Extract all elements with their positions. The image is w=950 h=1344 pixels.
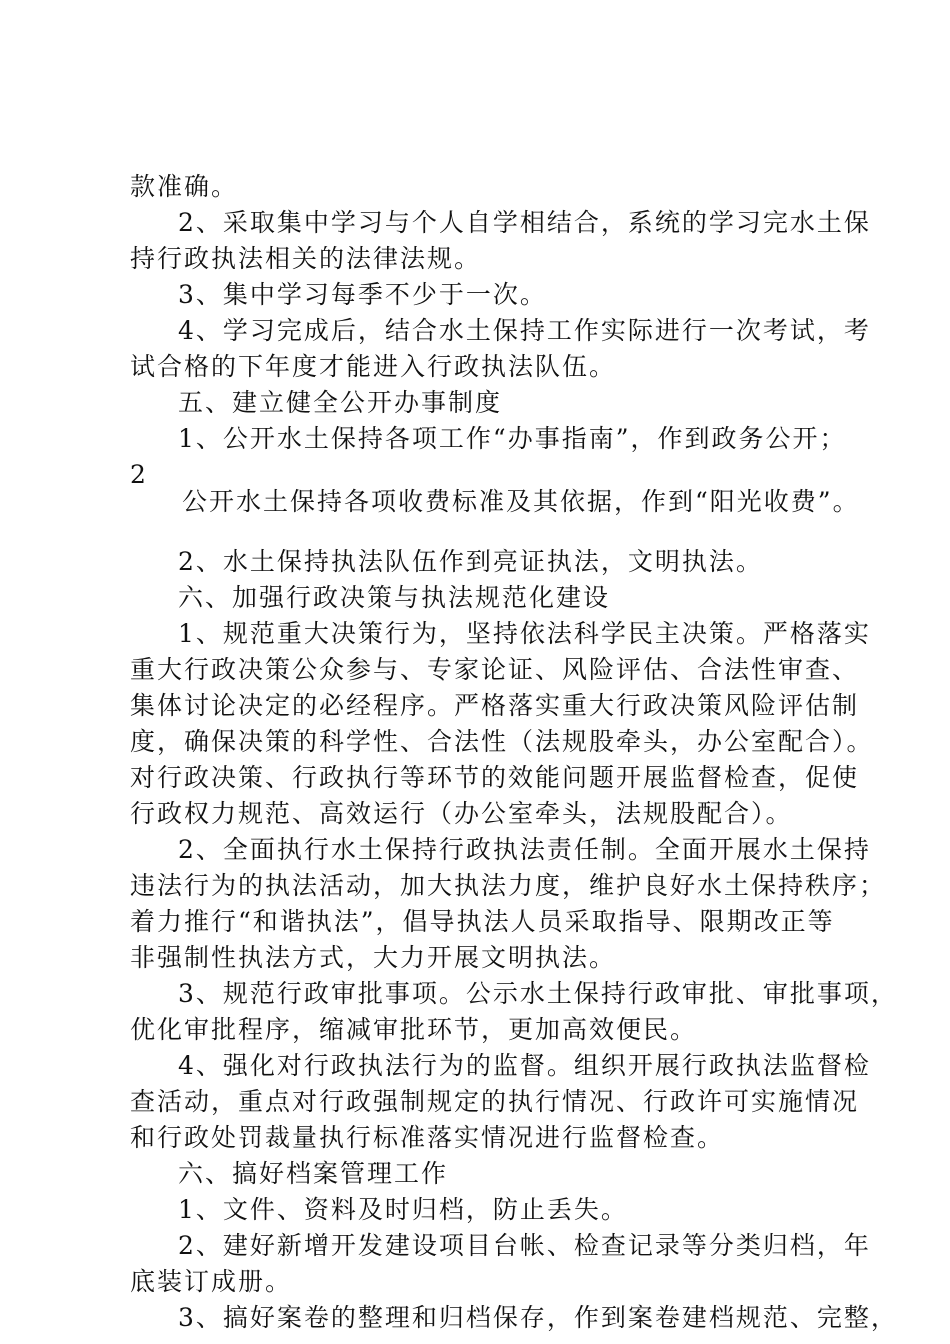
text-line: 度，确保决策的科学性、合法性（法规股牵头，办公室配合）。 (130, 727, 874, 756)
text-line: 2、水土保持执法队伍作到亮证执法，文明执法。 (178, 547, 763, 576)
text-line: 违法行为的执法活动，加大执法力度，维护良好水土保持秩序； (130, 871, 887, 900)
text-line: 公开水土保持各项收费标准及其依据，作到“阳光收费”。 (182, 487, 860, 516)
section-heading: 六、加强行政决策与执法规范化建设 (178, 583, 611, 612)
text-line: 非强制性执法方式，大力开展文明执法。 (130, 943, 617, 972)
text-line: 3、规范行政审批事项。公示水土保持行政审批、审批事项， (178, 979, 898, 1008)
text-line: 持行政执法相关的法律法规。 (130, 244, 482, 273)
text-line: 1、文件、资料及时归档，防止丢失。 (178, 1195, 628, 1224)
text-line: 重大行政决策公众参与、专家论证、风险评估、合法性审查、 (130, 655, 860, 684)
text-line: 2、建好新增开发建设项目台帐、检查记录等分类归档，年 (178, 1231, 871, 1260)
section-heading: 五、建立健全公开办事制度 (178, 388, 503, 417)
text-line: 试合格的下年度才能进入行政执法队伍。 (130, 352, 617, 381)
text-line: 2、采取集中学习与个人自学相结合，系统的学习完水土保 (178, 208, 871, 237)
text-line: 优化审批程序，缩减审批环节，更加高效便民。 (130, 1015, 698, 1044)
text-line: 底装订成册。 (130, 1267, 293, 1296)
text-line: 着力推行“和谐执法”，倡导执法人员采取指导、限期改正等 (130, 907, 835, 936)
section-heading: 六、搞好档案管理工作 (178, 1159, 449, 1188)
text-line: 1、公开水土保持各项工作“办事指南”，作到政务公开； (178, 424, 847, 453)
text-line: 3、搞好案卷的整理和归档保存，作到案卷建档规范、完整， (178, 1303, 898, 1332)
text-line: 对行政决策、行政执行等环节的效能问题开展监督检查，促使 (130, 763, 860, 792)
text-line: 查活动，重点对行政强制规定的执行情况、行政许可实施情况 (130, 1087, 860, 1116)
text-line: 4、学习完成后，结合水土保持工作实际进行一次考试，考 (178, 316, 871, 345)
text-line: 2、全面执行水土保持行政执法责任制。全面开展水土保持 (178, 835, 871, 864)
text-line: 行政权力规范、高效运行（办公室牵头，法规股配合）。 (130, 799, 793, 828)
text-line: 3、集中学习每季不少于一次。 (178, 280, 547, 309)
text-line: 2 (130, 460, 148, 489)
text-line: 和行政处罚裁量执行标准落实情况进行监督检查。 (130, 1123, 725, 1152)
text-line: 1、规范重大决策行为，坚持依法科学民主决策。严格落实 (178, 619, 871, 648)
text-line: 集体讨论决定的必经程序。严格落实重大行政决策风险评估制 (130, 691, 860, 720)
text-line: 款准确。 (130, 172, 239, 201)
text-line: 4、强化对行政执法行为的监督。组织开展行政执法监督检 (178, 1051, 871, 1080)
